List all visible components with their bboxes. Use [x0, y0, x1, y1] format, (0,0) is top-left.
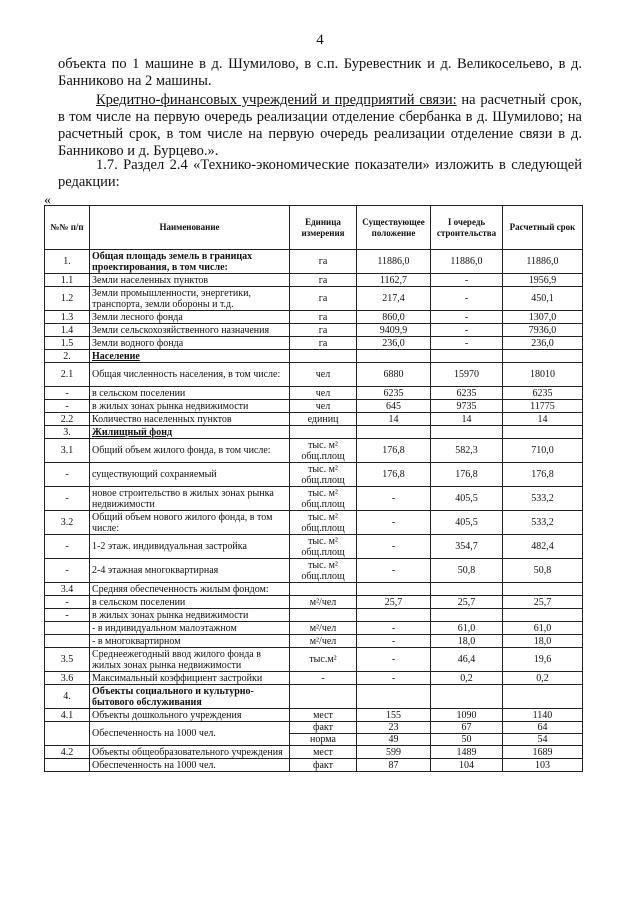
table-row [45, 363, 583, 387]
row-first-stage: 67 [431, 722, 503, 734]
row-first-stage: 50 [431, 734, 503, 746]
row-number: - [45, 609, 90, 622]
row-first-stage [431, 609, 503, 622]
row-target: 1307,0 [503, 311, 583, 324]
row-first-stage: 18,0 [431, 635, 503, 648]
row-first-stage: 405,5 [431, 511, 503, 535]
row-target [503, 685, 583, 709]
row-name: Общий объем жилого фонда, в том числе: [90, 439, 290, 463]
row-number: 1.3 [45, 311, 90, 324]
table-row [45, 487, 583, 511]
table-row [45, 685, 583, 709]
row-first-stage: 1489 [431, 746, 503, 759]
row-first-stage [431, 685, 503, 709]
row-number: 3.2 [45, 511, 90, 535]
row-name: Объекты общеобразовательного учреждения [90, 746, 290, 759]
row-target: 533,2 [503, 511, 583, 535]
header-num: №№ п/п [45, 206, 90, 250]
row-number: - [45, 559, 90, 583]
table-row [45, 535, 583, 559]
row-name: Население [90, 350, 290, 363]
row-number: 2.1 [45, 363, 90, 387]
row-target: 61,0 [503, 622, 583, 635]
row-existing: 6880 [357, 363, 431, 387]
table-row [45, 559, 583, 583]
row-existing: - [357, 535, 431, 559]
row-target [503, 350, 583, 363]
row-number: 1. [45, 250, 90, 274]
header-target: Расчетный срок [503, 206, 583, 250]
row-unit: тыс. м² общ.площ [290, 487, 357, 511]
table-row [45, 709, 583, 722]
header-unit: Единица измерения [290, 206, 357, 250]
row-target: 1956,9 [503, 274, 583, 287]
table-row [45, 337, 583, 350]
row-unit: единиц [290, 413, 357, 426]
row-number: 3.4 [45, 583, 90, 596]
row-existing [357, 583, 431, 596]
row-first-stage: 354,7 [431, 535, 503, 559]
row-unit [290, 350, 357, 363]
row-first-stage: 405,5 [431, 487, 503, 511]
page-number: 4 [316, 32, 324, 48]
row-first-stage: 104 [431, 759, 503, 772]
row-existing: - [357, 559, 431, 583]
table-row [45, 387, 583, 400]
row-target: 450,1 [503, 287, 583, 311]
row-number [45, 622, 90, 635]
row-target [503, 426, 583, 439]
row-name: Земли лесного фонда [90, 311, 290, 324]
row-target: 236,0 [503, 337, 583, 350]
row-name: 1-2 этаж. индивидуальная застройка [90, 535, 290, 559]
row-unit: факт [290, 722, 357, 734]
row-target: 64 [503, 722, 583, 734]
row-unit: чел [290, 363, 357, 387]
row-target: 18,0 [503, 635, 583, 648]
row-unit: факт [290, 759, 357, 772]
table-row [45, 250, 583, 274]
row-unit: чел [290, 387, 357, 400]
row-number: 1.2 [45, 287, 90, 311]
row-name: в жилых зонах рынка недвижимости [90, 400, 290, 413]
row-first-stage: 15970 [431, 363, 503, 387]
row-unit: га [290, 311, 357, 324]
row-existing [357, 350, 431, 363]
row-unit: га [290, 250, 357, 274]
row-unit: м²/чел [290, 635, 357, 648]
row-name: Количество населенных пунктов [90, 413, 290, 426]
table-row [45, 274, 583, 287]
row-name: Максимальный коэффициент застройки [90, 672, 290, 685]
row-first-stage: 1090 [431, 709, 503, 722]
row-existing [357, 426, 431, 439]
table-row [45, 350, 583, 363]
row-first-stage [431, 350, 503, 363]
opening-quote: « [44, 193, 51, 208]
row-number: 1.4 [45, 324, 90, 337]
row-number: 2.2 [45, 413, 90, 426]
row-first-stage: 50,8 [431, 559, 503, 583]
row-number [45, 722, 90, 746]
row-existing: 11886,0 [357, 250, 431, 274]
row-unit [290, 685, 357, 709]
row-existing: - [357, 487, 431, 511]
row-existing: 645 [357, 400, 431, 413]
row-name: Земли промышленности, энергетики, транспорта, земли обороны и т.д. [90, 287, 290, 311]
row-name: Общая численность населения, в том числе: [90, 363, 290, 387]
row-target: 6235 [503, 387, 583, 400]
header-name: Наименование [90, 206, 290, 250]
row-existing: 9409,9 [357, 324, 431, 337]
row-first-stage [431, 426, 503, 439]
row-unit: га [290, 337, 357, 350]
row-number: - [45, 463, 90, 487]
row-number: 1.1 [45, 274, 90, 287]
row-target: 19,6 [503, 648, 583, 672]
row-unit: мест [290, 746, 357, 759]
header-first-stage: I очередь строительства [431, 206, 503, 250]
table-row [45, 311, 583, 324]
row-unit: га [290, 324, 357, 337]
row-first-stage: - [431, 287, 503, 311]
row-target: 482,4 [503, 535, 583, 559]
row-number: - [45, 400, 90, 413]
row-number: 3.1 [45, 439, 90, 463]
row-existing: 6235 [357, 387, 431, 400]
row-unit: чел [290, 400, 357, 413]
row-existing: 23 [357, 722, 431, 734]
row-number: 3. [45, 426, 90, 439]
row-existing: 236,0 [357, 337, 431, 350]
row-first-stage: 46,4 [431, 648, 503, 672]
row-target [503, 583, 583, 596]
row-number: - [45, 535, 90, 559]
row-unit: м²/чел [290, 596, 357, 609]
row-target [503, 609, 583, 622]
row-existing: - [357, 511, 431, 535]
row-unit: га [290, 287, 357, 311]
row-number: 1.5 [45, 337, 90, 350]
table-row [45, 672, 583, 685]
row-first-stage: 14 [431, 413, 503, 426]
row-unit: - [290, 672, 357, 685]
row-number: 3.5 [45, 648, 90, 672]
row-unit: норма [290, 734, 357, 746]
row-existing: 14 [357, 413, 431, 426]
row-number [45, 635, 90, 648]
paragraph-1: объекта по 1 машине в д. Шумилово, в с.п. Буревестник и д. Великосельево, в д. Банниково на 2 машины. [58, 56, 582, 89]
row-unit [290, 609, 357, 622]
row-number: 3.6 [45, 672, 90, 685]
row-name: в сельском поселении [90, 387, 290, 400]
paragraph-2-rest: на расчетный срок, в том числе на первую очередь реализации отделение сбербанка в д. Шумилово; на расчетный срок, в том числе на первую очередь реализации отделение связи в д. Банниково и д. Бурцево.». [58, 92, 582, 159]
row-existing [357, 685, 431, 709]
table-row [45, 609, 583, 622]
row-number [45, 759, 90, 772]
row-name: Общая площадь земель в границах проектирования, в том числе: [90, 250, 290, 274]
row-name: Земли водного фонда [90, 337, 290, 350]
row-first-stage: 176,8 [431, 463, 503, 487]
table-row [45, 746, 583, 759]
row-target: 14 [503, 413, 583, 426]
row-existing: 860,0 [357, 311, 431, 324]
row-existing: 49 [357, 734, 431, 746]
row-name: Обеспеченность на 1000 чел. [90, 722, 290, 746]
row-existing: - [357, 648, 431, 672]
row-name: Земли сельскохозяйственного назначения [90, 324, 290, 337]
row-existing: 155 [357, 709, 431, 722]
row-first-stage: 11886,0 [431, 250, 503, 274]
row-unit: тыс. м² общ.площ [290, 559, 357, 583]
row-first-stage: - [431, 324, 503, 337]
table-row [45, 426, 583, 439]
tech-economic-table [44, 205, 583, 772]
row-unit: тыс.м² [290, 648, 357, 672]
table-row [45, 287, 583, 311]
table-row [45, 463, 583, 487]
row-unit: тыс. м² общ.площ [290, 535, 357, 559]
row-number: - [45, 487, 90, 511]
row-name: в сельском поселении [90, 596, 290, 609]
row-existing: - [357, 672, 431, 685]
table-row [45, 439, 583, 463]
row-name: Средняя обеспеченность жилым фондом: [90, 583, 290, 596]
row-number: 4.2 [45, 746, 90, 759]
row-existing: 176,8 [357, 463, 431, 487]
row-name: Среднеежегодный ввод жилого фонда в жилых зонах рынка недвижимости [90, 648, 290, 672]
table-row [45, 511, 583, 535]
row-first-stage: 6235 [431, 387, 503, 400]
table-row [45, 400, 583, 413]
table-row [45, 759, 583, 772]
row-first-stage [431, 583, 503, 596]
row-number: - [45, 387, 90, 400]
row-unit: тыс. м² общ.площ [290, 439, 357, 463]
row-existing: - [357, 635, 431, 648]
paragraph-3: 1.7. Раздел 2.4 «Технико-экономические показатели» изложить в следующей редакции: [58, 157, 582, 190]
row-unit: тыс. м² общ.площ [290, 463, 357, 487]
row-name: Жилищный фонд [90, 426, 290, 439]
row-target: 533,2 [503, 487, 583, 511]
row-name: - в индивидуальном малоэтажном [90, 622, 290, 635]
row-first-stage: - [431, 337, 503, 350]
row-first-stage: - [431, 311, 503, 324]
row-existing: 25,7 [357, 596, 431, 609]
table-row [45, 722, 583, 734]
row-number: 4. [45, 685, 90, 709]
row-name: 2-4 этажная многоквартирная [90, 559, 290, 583]
row-unit: м²/чел [290, 622, 357, 635]
row-name: - в многоквартирном [90, 635, 290, 648]
table-header-row [45, 206, 583, 250]
row-number: 4.1 [45, 709, 90, 722]
row-target: 1140 [503, 709, 583, 722]
row-target: 18010 [503, 363, 583, 387]
row-first-stage: 0,2 [431, 672, 503, 685]
table-row [45, 583, 583, 596]
row-existing: - [357, 622, 431, 635]
table-row [45, 622, 583, 635]
row-existing: 176,8 [357, 439, 431, 463]
table-row [45, 648, 583, 672]
row-first-stage: 61,0 [431, 622, 503, 635]
row-existing [357, 609, 431, 622]
row-existing: 1162,7 [357, 274, 431, 287]
row-target: 710,0 [503, 439, 583, 463]
paragraph-2 [58, 92, 582, 160]
row-existing: 217,4 [357, 287, 431, 311]
row-name: в жилых зонах рынка недвижимости [90, 609, 290, 622]
row-first-stage: - [431, 274, 503, 287]
row-name: Обеспеченность на 1000 чел. [90, 759, 290, 772]
table-row [45, 413, 583, 426]
row-unit [290, 426, 357, 439]
row-target: 11775 [503, 400, 583, 413]
row-target: 176,8 [503, 463, 583, 487]
paragraph-2-underlined: Кредитно-финансовых учреждений и предприятий связи: [96, 92, 457, 108]
row-number: 2. [45, 350, 90, 363]
row-target: 25,7 [503, 596, 583, 609]
row-target: 11886,0 [503, 250, 583, 274]
row-number: - [45, 596, 90, 609]
row-name: существующий сохраняемый [90, 463, 290, 487]
row-existing: 599 [357, 746, 431, 759]
row-existing: 87 [357, 759, 431, 772]
row-name: новое строительство в жилых зонах рынка недвижимости [90, 487, 290, 511]
row-name: Общий объем нового жилого фонда, в том числе: [90, 511, 290, 535]
row-target: 7936,0 [503, 324, 583, 337]
row-target: 103 [503, 759, 583, 772]
row-unit [290, 583, 357, 596]
row-target: 1689 [503, 746, 583, 759]
table-row [45, 324, 583, 337]
row-unit: га [290, 274, 357, 287]
table-row [45, 596, 583, 609]
row-target: 50,8 [503, 559, 583, 583]
row-name: Объекты дошкольного учреждения [90, 709, 290, 722]
row-name: Земли населенных пунктов [90, 274, 290, 287]
row-unit: тыс. м² общ.площ [290, 511, 357, 535]
row-first-stage: 25,7 [431, 596, 503, 609]
header-existing: Существующее положение [357, 206, 431, 250]
table-row [45, 635, 583, 648]
row-target: 0,2 [503, 672, 583, 685]
row-unit: мест [290, 709, 357, 722]
row-first-stage: 9735 [431, 400, 503, 413]
row-first-stage: 582,3 [431, 439, 503, 463]
row-name: Объекты социального и культурно-бытового обслуживания [90, 685, 290, 709]
row-target: 54 [503, 734, 583, 746]
